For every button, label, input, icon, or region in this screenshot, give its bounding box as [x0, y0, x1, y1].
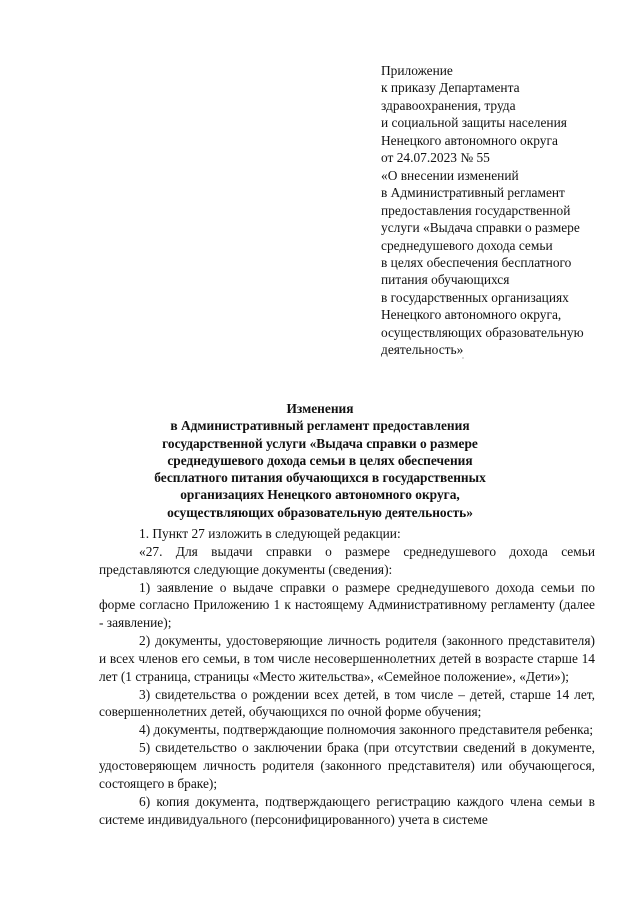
appendix-line: «О внесении изменений	[381, 167, 519, 183]
appendix-line: осуществляющих образовательную	[381, 324, 584, 340]
title-line: Изменения	[286, 401, 354, 416]
paragraph: 6) копия документа, подтверждающего регистрацию каждого члена семьи в системе индивидуального (персонифицированного) учета в системе	[99, 793, 595, 827]
appendix-line: Ненецкого автономного округа	[381, 132, 558, 148]
paragraph: 2) документы, удостоверяющие личность родителя (законного представителя) и всех членов его семьи, в том числе несовершеннолетних детей в возрасте старше 14 лет (1 страница, страницы «Место жительства», «Семейное положение», «Дети»);	[99, 633, 595, 684]
appendix-line: деятельность»	[381, 342, 464, 358]
appendix-line: Ненецкого автономного округа,	[381, 307, 562, 323]
appendix-line: здравоохранения, труда	[381, 97, 516, 113]
title-line: государственной услуги «Выдача справки о размере	[162, 435, 478, 451]
appendix-line: услуги «Выдача справки о размере	[381, 220, 580, 236]
title-line: организациях Ненецкого автономного округа,	[180, 487, 460, 503]
appendix-line: от 24.07.2023 № 55	[381, 150, 490, 166]
paragraph: 1) заявление о выдаче справки о размере среднедушевого дохода семьи по форме согласно Приложению 1 к настоящему Административному регламенту (далее - заявление);	[99, 579, 595, 631]
appendix-line: в государственных организациях	[381, 289, 569, 305]
paragraph: 1. Пункт 27 изложить в следующей редакции:	[139, 526, 401, 541]
appendix-line: предоставления государственной	[381, 202, 571, 218]
appendix-line: питания обучающихся	[381, 272, 510, 288]
appendix-line: к приказу Департамента	[381, 80, 520, 96]
document-body	[99, 525, 595, 828]
paragraph: 4) документы, подтверждающие полномочия законного представителя ребенка;	[139, 722, 594, 738]
paragraph: «27. Для выдачи справки о размере среднедушевого дохода семьи представляются следующие документы (сведения):	[99, 543, 595, 577]
paragraph: 3) свидетельства о рождении всех детей, в том числе – детей, старше 14 лет, совершеннолетних детей, обучающихся по очной форме обучения;	[99, 686, 595, 720]
title-line: бесплатного питания обучающихся в государственных	[154, 470, 486, 486]
appendix-header	[381, 62, 621, 359]
document-title	[100, 400, 540, 521]
title-line: среднедушевого дохода семьи в целях обеспечения	[167, 452, 473, 468]
appendix-line: Приложение	[381, 63, 453, 78]
scan-speck	[462, 357, 464, 359]
appendix-line: и социальной защиты населения	[381, 115, 567, 131]
title-line: осуществляющих образовательную деятельность»	[167, 504, 473, 520]
appendix-line: в целях обеспечения бесплатного	[381, 254, 572, 270]
paragraph: 5) свидетельство о заключении брака (при отсутствии сведений в документе, удостоверяющем личность родителя (законного представителя) или обучающегося, состоящего в браке);	[99, 740, 595, 791]
title-line: в Административный регламент предоставления	[170, 418, 470, 434]
appendix-line: в Административный регламент	[381, 185, 565, 201]
appendix-line: среднедушевого дохода семьи	[381, 237, 553, 253]
